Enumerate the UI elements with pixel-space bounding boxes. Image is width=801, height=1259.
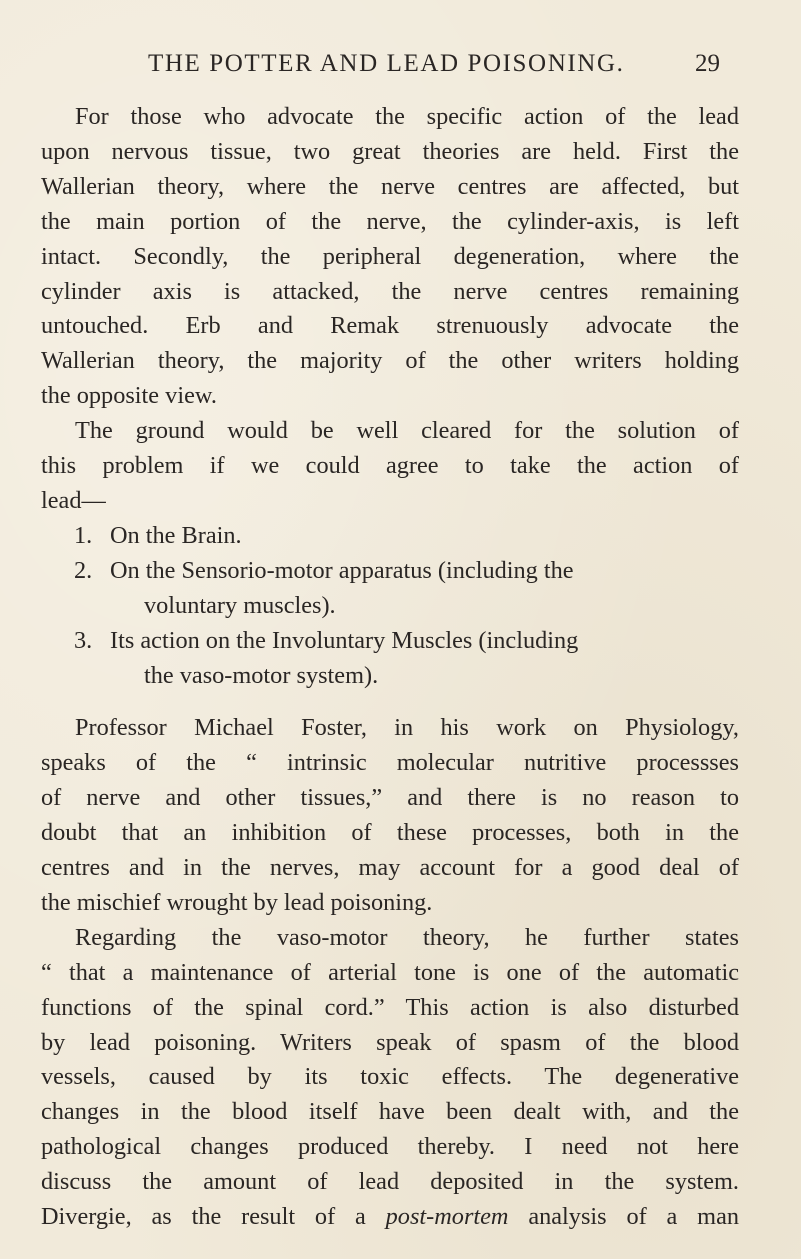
text-line: Professor Michael Foster, in his work on Physiology, [75,714,739,742]
text-line: lead— [41,486,106,514]
text-line: the opposite view. [41,382,217,410]
text-line: this problem if we could agree to take the action of [41,452,739,480]
text-line: Wallerian theory, where the nerve centres are affected, but [41,172,739,200]
text-line: of nerve and other tissues,” and there is no reason to [41,784,739,812]
text-line: doubt that an inhibition of these processes, both in the [41,819,739,847]
text-line: Wallerian theory, the majority of the other writers holding [41,347,739,375]
text-line: the main portion of the nerve, the cylinder-axis, is left [41,207,739,235]
text-line: intact. Secondly, the peripheral degeneration, where the [41,242,739,270]
text-line: speaks of the “ intrinsic molecular nutritive processses [41,749,739,777]
text-line: vessels, caused by its toxic effects. The degenerative [41,1063,739,1091]
list-item [41,554,739,624]
page-number: 29 [695,50,720,77]
paragraph-4 [41,921,739,1235]
text-line: centres and in the nerves, may account for a good deal of [41,854,739,882]
paragraph-gap [41,693,739,711]
text-line: cylinder axis is attacked, the nerve centres remaining [41,277,739,305]
last-line-before: Divergie, as the result of a [41,1203,366,1231]
text-line: For those who advocate the specific action of the lead [75,103,739,130]
list-item [41,519,739,554]
paragraph-1 [41,100,739,414]
text-line: Regarding the vaso-motor theory, he further states [75,923,739,951]
text-line: voluntary muscles). [144,591,336,619]
text-line: On the Brain. [110,521,242,549]
numbered-list [41,519,739,694]
text-line: upon nervous tissue, two great theories are held. First the [41,137,739,165]
text-line: by lead poisoning. Writers speak of spasm of the blood [41,1028,739,1056]
text-line: Its action on the Involuntary Muscles (including [110,626,579,654]
list-item [41,624,739,694]
body-text [41,100,739,1235]
list-number: 2. [74,556,93,584]
list-number: 1. [74,521,93,549]
text-line: the mischief wrought by lead poisoning. [41,888,433,916]
running-title: THE POTTER AND LEAD POISONING. [148,50,625,77]
italic-term: post-mortem [385,1203,509,1231]
page-header [0,50,801,90]
text-line: discuss the amount of lead deposited in the system. [41,1168,739,1196]
paragraph-3 [41,711,739,920]
text-line: “ that a maintenance of arterial tone is one of the automatic [41,958,739,986]
last-line-after: analysis of a man [528,1203,740,1231]
text-line-last [41,1200,739,1235]
paragraph-2 [41,414,739,519]
text-line: On the Sensorio-motor apparatus (including the [110,556,574,584]
text-line: The ground would be well cleared for the solution of [75,417,739,445]
list-number: 3. [74,626,93,654]
text-line: untouched. Erb and Remak strenuously advocate the [41,312,739,340]
text-line: functions of the spinal cord.” This action is also disturbed [41,993,739,1021]
text-line: changes in the blood itself have been dealt with, and the [41,1098,739,1126]
text-line: the vaso-motor system). [144,661,379,689]
text-line: pathological changes produced thereby. I need not here [41,1133,739,1161]
